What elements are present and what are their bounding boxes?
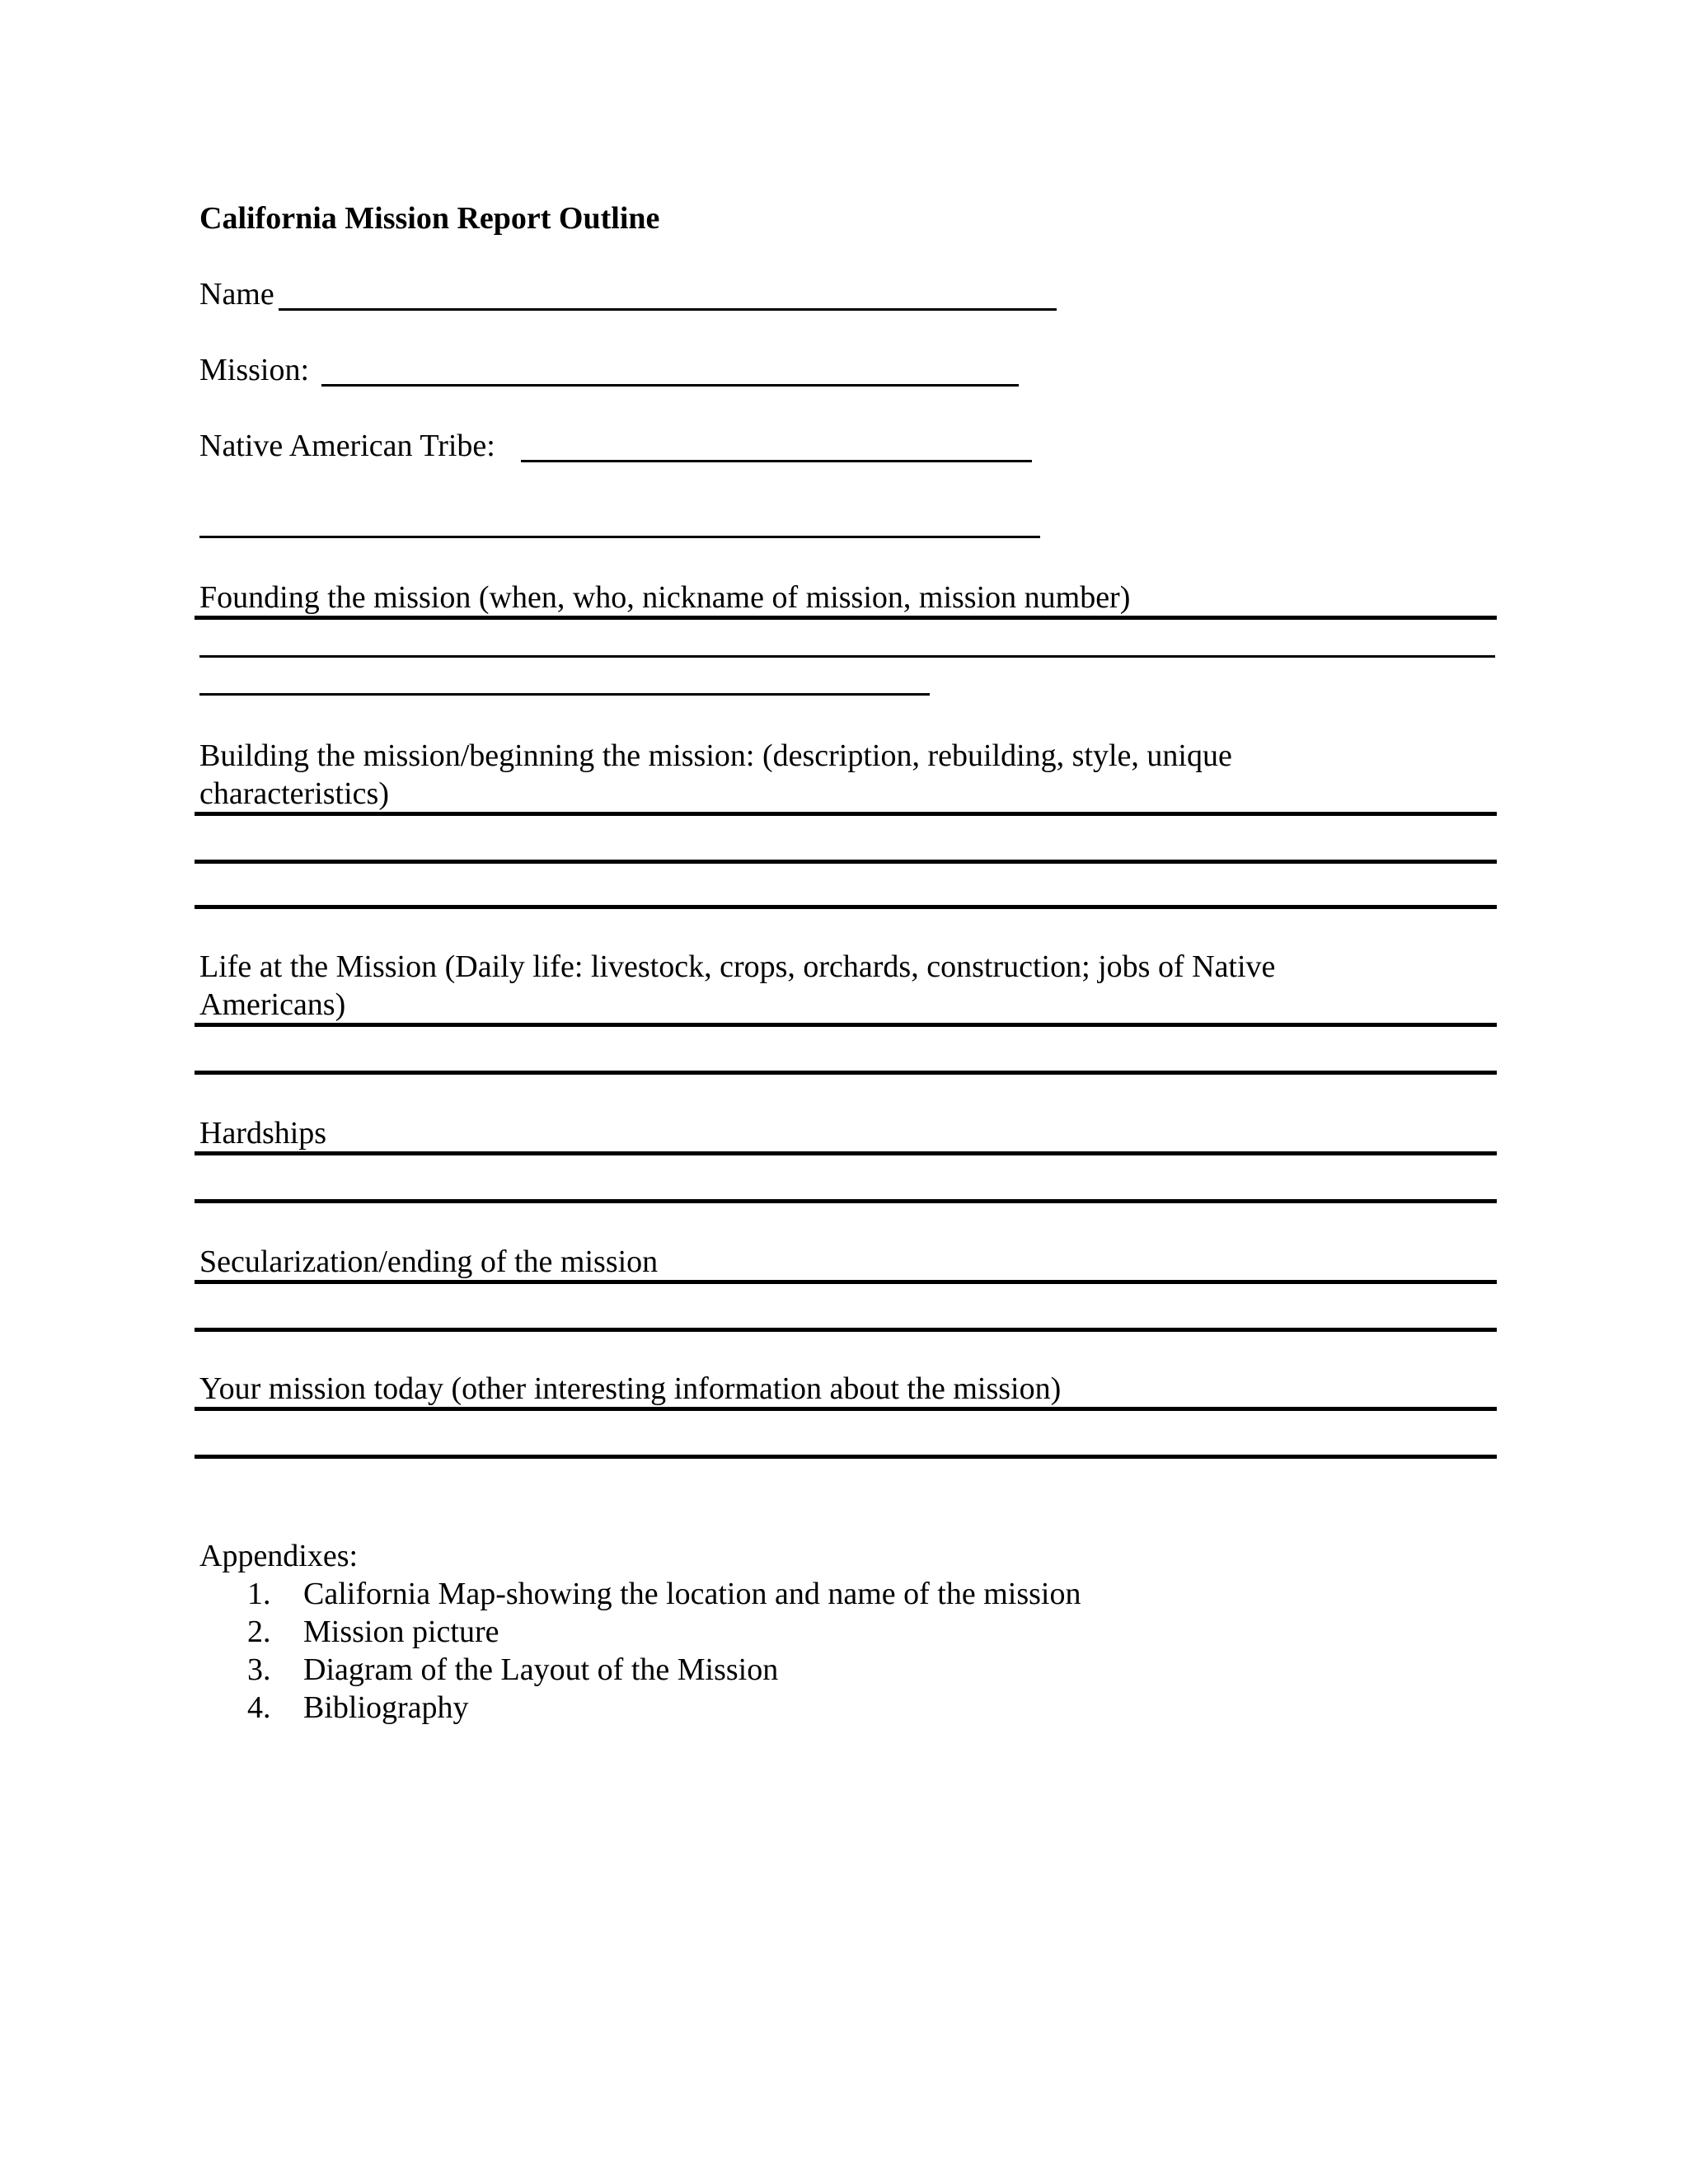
list-item bbox=[199, 1651, 1081, 1689]
building-answer-line[interactable] bbox=[195, 812, 1497, 816]
secularization-answer-line[interactable] bbox=[195, 1328, 1497, 1332]
founding-answer-line[interactable] bbox=[195, 616, 1497, 620]
today-answer-line[interactable] bbox=[195, 1407, 1497, 1411]
mission-label: Mission: bbox=[199, 353, 310, 387]
secularization-answer-line[interactable] bbox=[195, 1280, 1497, 1284]
name-blank-line[interactable] bbox=[279, 308, 1057, 311]
list-item-text: Bibliography bbox=[303, 1690, 469, 1725]
today-answer-line[interactable] bbox=[195, 1455, 1497, 1459]
section-building-label-cont: characteristics) bbox=[199, 776, 389, 811]
list-item bbox=[199, 1575, 1081, 1613]
section-today-label: Your mission today (other interesting information about the mission) bbox=[199, 1371, 1062, 1406]
list-item-number: 3. bbox=[247, 1652, 271, 1687]
hardships-answer-line[interactable] bbox=[195, 1151, 1497, 1155]
list-item bbox=[199, 1613, 1081, 1651]
list-item-text: Mission picture bbox=[303, 1615, 499, 1649]
list-item-number: 2. bbox=[247, 1615, 271, 1649]
appendixes-list bbox=[199, 1575, 1081, 1727]
list-item bbox=[199, 1689, 1081, 1727]
life-answer-line[interactable] bbox=[195, 1071, 1497, 1075]
section-building-label: Building the mission/beginning the mission: (description, rebuilding, style, unique bbox=[199, 738, 1232, 773]
section-life-label-cont: Americans) bbox=[199, 987, 346, 1022]
tribe-label: Native American Tribe: bbox=[199, 429, 495, 463]
list-item-text: Diagram of the Layout of the Mission bbox=[303, 1652, 779, 1687]
name-label: Name bbox=[199, 277, 274, 312]
hardships-answer-line[interactable] bbox=[195, 1199, 1497, 1203]
tribe-blank-line[interactable] bbox=[521, 460, 1032, 462]
list-item-text: California Map-showing the location and name of the mission bbox=[303, 1577, 1081, 1611]
life-answer-line[interactable] bbox=[195, 1023, 1497, 1027]
section-life-label: Life at the Mission (Daily life: livestock, crops, orchards, construction; jobs of Native bbox=[199, 949, 1276, 984]
founding-answer-line[interactable] bbox=[199, 655, 1495, 658]
section-secularization-label: Secularization/ending of the mission bbox=[199, 1244, 659, 1279]
building-answer-line[interactable] bbox=[195, 905, 1497, 909]
page-title: California Mission Report Outline bbox=[199, 201, 660, 236]
tribe-continuation-line[interactable] bbox=[199, 536, 1040, 538]
section-hardships-label: Hardships bbox=[199, 1116, 327, 1151]
mission-blank-line[interactable] bbox=[321, 384, 1019, 387]
appendixes-heading: Appendixes: bbox=[199, 1539, 359, 1573]
section-founding-label: Founding the mission (when, who, nickname of mission, mission number) bbox=[199, 580, 1131, 615]
founding-answer-line[interactable] bbox=[199, 693, 930, 696]
list-item-number: 1. bbox=[247, 1577, 271, 1611]
list-item-number: 4. bbox=[247, 1690, 271, 1725]
building-answer-line[interactable] bbox=[195, 860, 1497, 864]
